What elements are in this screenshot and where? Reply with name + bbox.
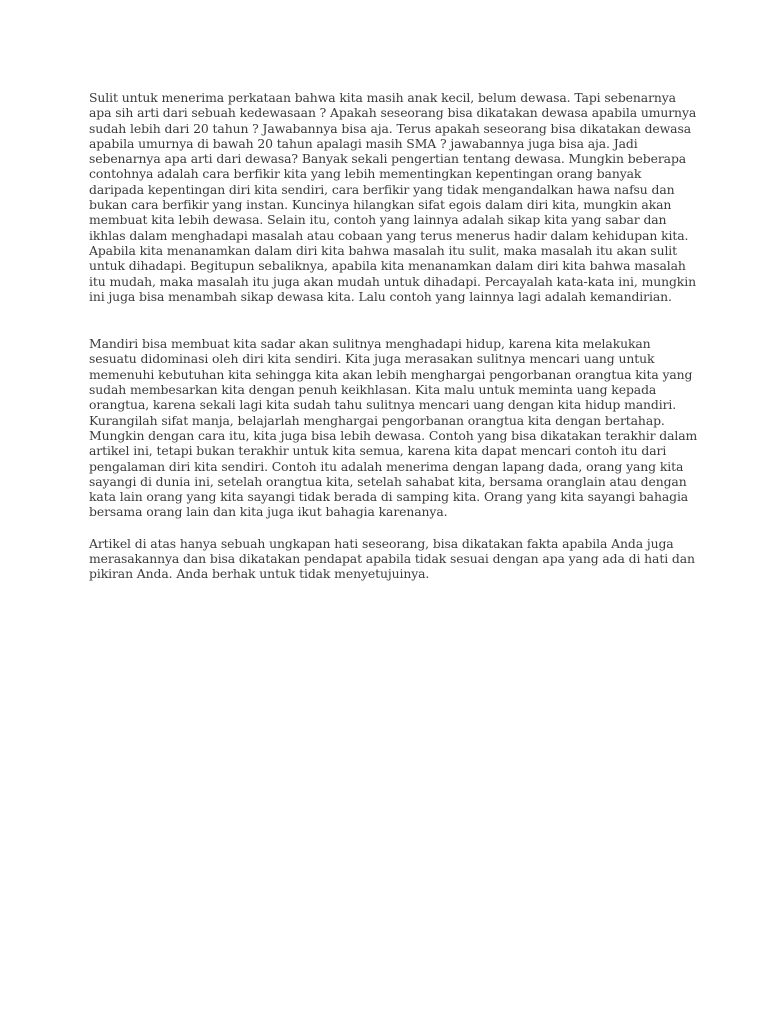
document-page <box>89 90 699 582</box>
paragraph-spacer <box>89 304 699 336</box>
paragraph-penutup: Artikel di atas hanya sebuah ungkapan hati seseorang, bisa dikatakan fakta apabila Anda juga merasakannya dan bisa dikatakan pendapat apabila tidak sesuai dengan apa yang ada di hati dan pikiran Anda. Anda berhak untuk tidak menyetujuinya. <box>89 535 695 582</box>
paragraph-kedewasaan: Sulit untuk menerima perkataan bahwa kita masih anak kecil, belum dewasa. Tapi sebenarnya apa sih arti dari sebuah kedewasaan ? Apakah seseorang bisa dikatakan dewasa apabila umurnya sudah lebih dari 20 tahun ? Jawabannya bisa aja. Terus apakah seseorang bisa dikatakan dewasa apabila umurnya di bawah 20 tahun apalagi masih SMA ? jawabannya juga bisa aja. Jadi sebenarnya apa arti dari dewasa? Banyak sekali pengertian tentang dewasa. Mungkin beberapa contohnya adalah cara berfikir kita yang lebih mementingkan kepentingan orang banyak daripada kepentingan diri kita sendiri, cara berfikir yang tidak mengandalkan hawa nafsu dan bukan cara berfikir yang instan. Kuncinya hilangkan sifat egois dalam diri kita, mungkin akan membuat kita lebih dewasa. Selain itu, contoh yang lainnya adalah sikap kita yang sabar dan ikhlas dalam menghadapi masalah atau cobaan yang terus menerus hadir dalam kehidupan kita. Apabila kita menanamkan dalam diri kita bahwa masalah itu sulit, maka masalah itu akan sulit untuk dihadapi. Begitupun sebaliknya, apabila kita menanamkan dalam diri kita bahwa masalah itu mudah, maka masalah itu juga akan mudah untuk dihadapi. Percayalah kata-kata ini, mungkin ini juga bisa menambah sikap dewasa kita. Lalu contoh yang lainnya lagi adalah kemandirian. <box>89 90 697 304</box>
paragraph-mandiri: Mandiri bisa membuat kita sadar akan sulitnya menghadapi hidup, karena kita melakukan sesuatu didominasi oleh diri kita sendiri. Kita juga merasakan sulitnya mencari uang untuk memenuhi kebutuhan kita sehingga kita akan lebih menghargai pengorbanan orangtua kita yang sudah membesarkan kita dengan penuh keikhlasan. Kita malu untuk meminta uang kepada orangtua, karena sekali lagi kita sudah tahu sulitnya mencari uang dengan kita hidup mandiri. Kurangilah sifat manja, belajarlah menghargai pengorbanan orangtua kita dengan bertahap. Mungkin dengan cara itu, kita juga bisa lebih dewasa. Contoh yang bisa dikatakan terakhir dalam artikel ini, tetapi bukan terakhir untuk kita semua, karena kita dapat mencari contoh itu dari pengalaman diri kita sendiri. Contoh itu adalah menerima dengan lapang dada, orang yang kita sayangi di dunia ini, setelah orangtua kita, setelah sahabat kita, bersama oranglain atau dengan kata lain orang yang kita sayangi tidak berada di samping kita. Orang yang kita sayangi bahagia bersama orang lain dan kita juga ikut bahagia karenanya. <box>89 336 698 520</box>
paragraph-spacer <box>89 520 699 536</box>
